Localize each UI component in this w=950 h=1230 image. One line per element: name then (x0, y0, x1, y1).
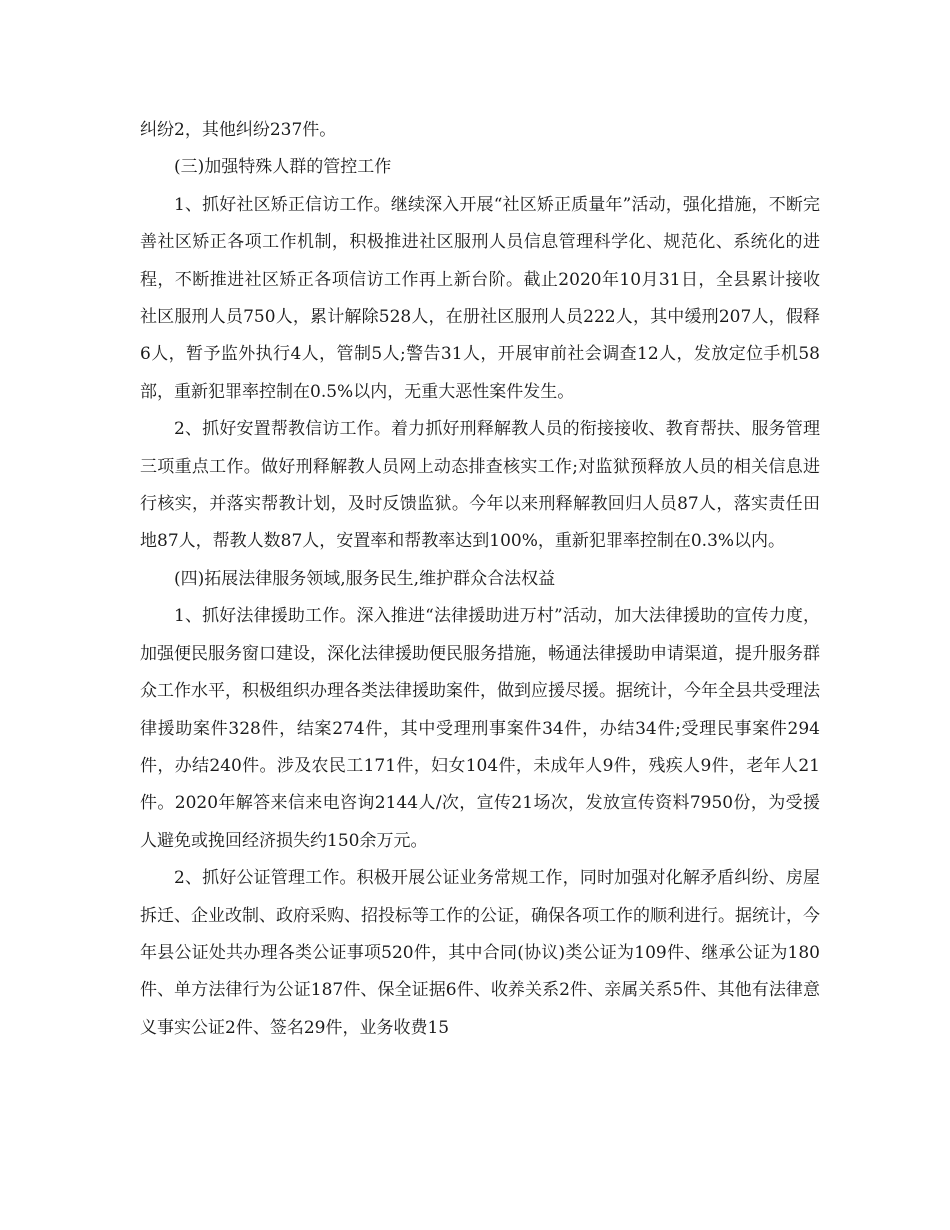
paragraph-notary-management: 2、抓好公证管理工作。积极开展公证业务常规工作，同时加强对化解矛盾纠纷、房屋拆迁、企业改制、政府采购、招投标等工作的公证，确保各项工作的顺利进行。据统计，今年县公证处共办理各类公证事项520件，其中合同(协议)类公证为109件、继承公证为180件、单方法律行为公证187件、保全证据6件、收养关系2件、亲属关系5件、其他有法律意义事实公证2件、签名29件，业务收费15 (140, 868, 820, 1038)
section-heading-legal-services: (四)拓展法律服务领域,服务民生,维护群众合法权益 (174, 568, 556, 589)
paragraph-continuation: 纠纷2，其他纠纷237件。 (140, 120, 337, 140)
section-heading-special-groups: (三)加强特殊人群的管控工作 (174, 157, 392, 178)
paragraph-legal-aid: 1、抓好法律援助工作。深入推进“法律援助进万村”活动，加大法律援助的宣传力度，加强便民服务窗口建设，深化法律援助便民服务措施，畅通法律援助申请渠道，提升服务群众工作水平，积极组织办理各类法律援助案件，做到应援尽援。据统计，今年全县共受理法律援助案件328件，结案274件，其中受理刑事案件34件，办结34件;受理民事案件294件，办结240件。涉及农民工171件，妇女104件，未成年人9件，残疾人9件，老年人21件。2020年解答来信来电咨询2144人/次，宣传21场次，发放宣传资料7950份，为受援人避免或挽回经济损失约150余万元。 (140, 606, 820, 851)
paragraph-resettlement-education: 2、抓好安置帮教信访工作。着力抓好刑释解教人员的衔接接收、教育帮扶、服务管理三项重点工作。做好刑释解教人员网上动态排查核实工作;对监狱预释放人员的相关信息进行核实，并落实帮教计划，及时反馈监狱。今年以来刑释解教回归人员87人，落实责任田地87人，帮教人数87人，安置率和帮教率达到100%，重新犯罪率控制在0.3%以内。 (140, 419, 820, 552)
document-body (140, 112, 820, 1047)
paragraph-community-correction: 1、抓好社区矫正信访工作。继续深入开展“社区矫正质量年”活动，强化措施，不断完善社区矫正各项工作机制，积极推进社区服刑人员信息管理科学化、规范化、系统化的进程，不断推进社区矫正各项信访工作再上新台阶。截止2020年10月31日，全县累计接收社区服刑人员750人，累计解除528人，在册社区服刑人员222人，其中缓刑207人，假释6人，暂予监外执行4人，管制5人;警告31人，开展审前社会调查12人，发放定位手机58部，重新犯罪率控制在0.5%以内，无重大恶性案件发生。 (140, 194, 820, 402)
